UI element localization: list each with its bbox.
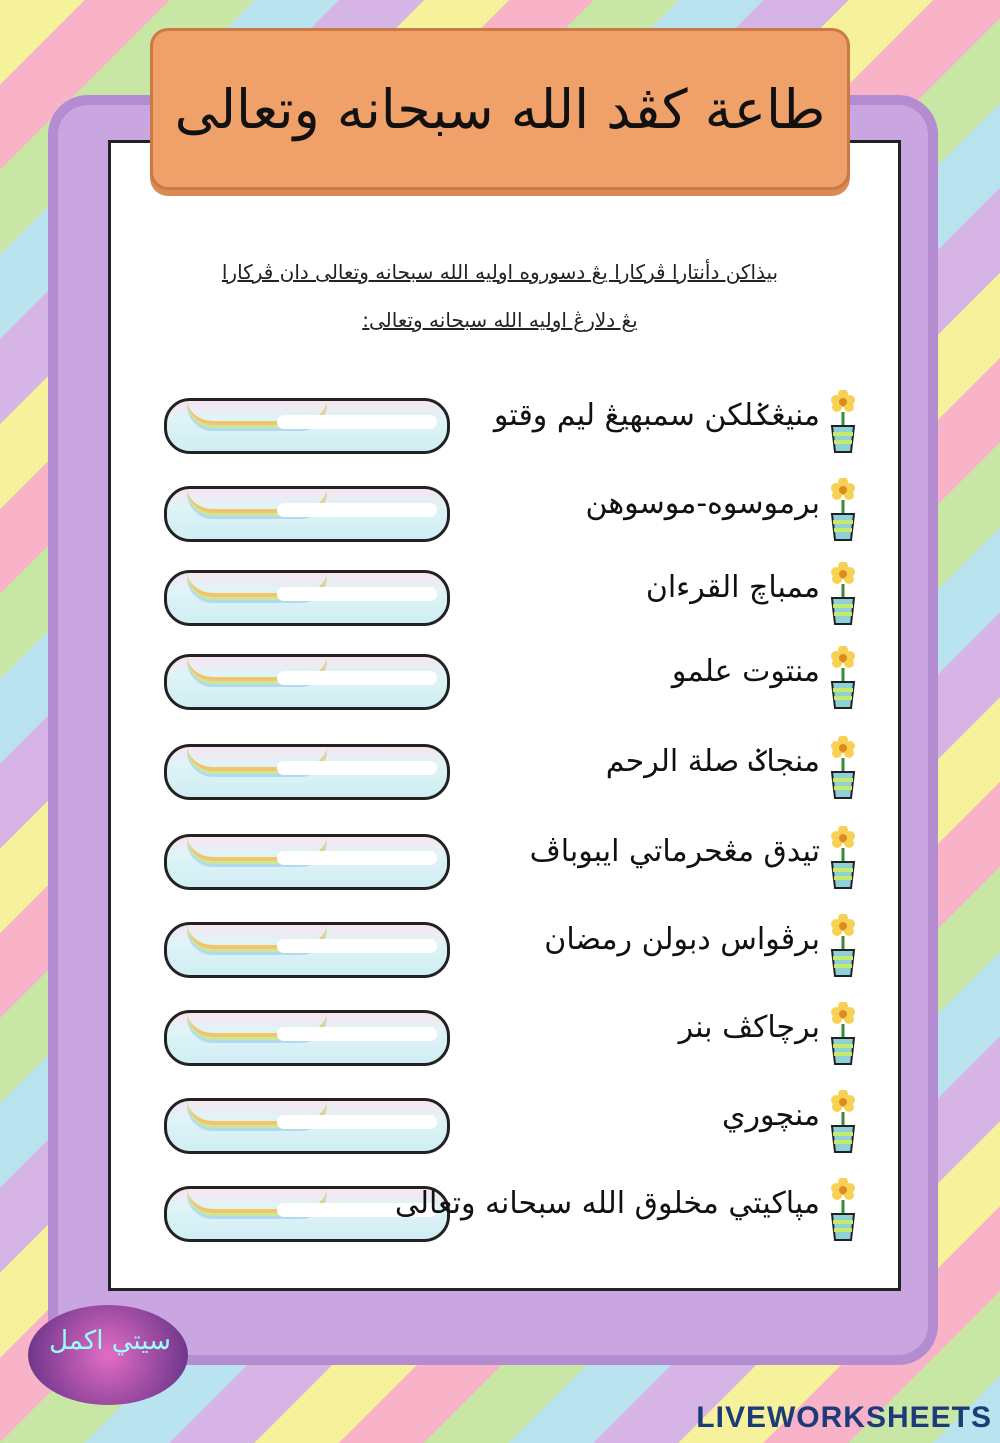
list-item bbox=[160, 478, 870, 548]
answer-drop-box[interactable] bbox=[164, 486, 450, 542]
answer-drop-box[interactable] bbox=[164, 834, 450, 890]
cloud-decoration bbox=[277, 851, 437, 865]
title-banner bbox=[150, 28, 850, 190]
answer-drop-box[interactable] bbox=[164, 570, 450, 626]
answer-drop-box[interactable] bbox=[164, 1098, 450, 1154]
flower-pot-icon bbox=[824, 914, 862, 980]
flower-pot-icon bbox=[824, 736, 862, 802]
page-title: طاعة كڤد الله سبحانه وتعالى bbox=[174, 77, 826, 141]
list-item bbox=[160, 646, 870, 716]
cloud-decoration bbox=[277, 587, 437, 601]
list-item bbox=[160, 562, 870, 632]
cloud-decoration bbox=[277, 1027, 437, 1041]
answer-drop-box[interactable] bbox=[164, 1010, 450, 1066]
instruction-line-2: يڠ دلارڠ اوليه الله سبحانه وتعالى: bbox=[362, 308, 638, 332]
list-item bbox=[160, 736, 870, 806]
item-label: منجاݢ صلة الرحم bbox=[605, 744, 820, 779]
answer-drop-box[interactable] bbox=[164, 654, 450, 710]
flower-pot-icon bbox=[824, 478, 862, 544]
list-item bbox=[160, 1090, 870, 1160]
instructions bbox=[170, 248, 830, 344]
flower-pot-icon bbox=[824, 390, 862, 456]
list-item bbox=[160, 1178, 870, 1248]
flower-pot-icon bbox=[824, 826, 862, 892]
item-label: منيڠݢلكن سمبهيڠ ليم وقتو bbox=[493, 398, 820, 433]
cloud-decoration bbox=[277, 761, 437, 775]
answer-drop-box[interactable] bbox=[164, 398, 450, 454]
list-item bbox=[160, 826, 870, 896]
cloud-decoration bbox=[277, 415, 437, 429]
answer-drop-box[interactable] bbox=[164, 922, 450, 978]
item-label: تيدق مڠحرماتي ايبوباڤ bbox=[529, 834, 820, 869]
cloud-decoration bbox=[277, 671, 437, 685]
list-item bbox=[160, 914, 870, 984]
item-label: برچاكڤ بنر bbox=[678, 1010, 820, 1045]
item-label: منتوت علمو bbox=[671, 654, 820, 689]
cloud-decoration bbox=[277, 939, 437, 953]
answer-drop-box[interactable] bbox=[164, 744, 450, 800]
flower-pot-icon bbox=[824, 1090, 862, 1156]
item-label: ممباچ القرءان bbox=[645, 570, 820, 605]
item-label: مپاكيتي مخلوق الله سبحانه وتعالى bbox=[394, 1186, 820, 1221]
cloud-decoration bbox=[277, 1115, 437, 1129]
item-label: برڤواس دبولن رمضان bbox=[544, 922, 820, 957]
flower-pot-icon bbox=[824, 1002, 862, 1068]
cloud-decoration bbox=[277, 503, 437, 517]
flower-pot-icon bbox=[824, 562, 862, 628]
item-label: منچوري bbox=[722, 1098, 820, 1133]
flower-pot-icon bbox=[824, 646, 862, 712]
instruction-line-1: بيذاكن دأنتارا ڤركارا يڠ دسوروه اوليه الله سبحانه وتعالى دان ڤركارا bbox=[221, 260, 779, 284]
item-label: برموسوه-موسوهن bbox=[585, 486, 820, 521]
list-item bbox=[160, 390, 870, 460]
list-item bbox=[160, 1002, 870, 1072]
logo-text: سيتي اكمل bbox=[49, 1326, 171, 1356]
liveworksheets-brand[interactable]: LIVEWORKSHEETS bbox=[696, 1401, 992, 1434]
flower-pot-icon bbox=[824, 1178, 862, 1244]
